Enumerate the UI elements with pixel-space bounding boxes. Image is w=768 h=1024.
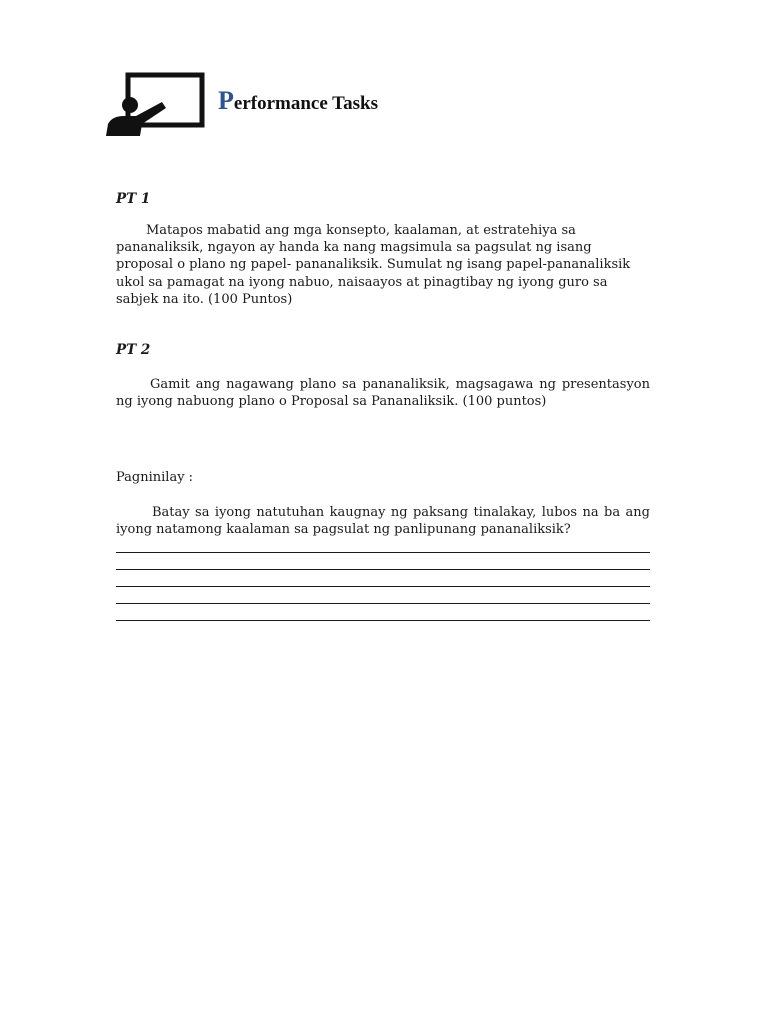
reflection-prompt	[116, 504, 650, 538]
pt2-heading: PT 2	[116, 342, 151, 358]
answer-line[interactable]	[116, 620, 650, 621]
title-rest: erformance Tasks	[233, 93, 378, 114]
pt2-body-text: Gamit ang nagawang plano sa pananaliksik, magsagawa ng presentasyon ng iyong nabuong plano o Proposal sa Pananaliksik. (100 puntos)	[116, 377, 650, 410]
presentation-board-icon	[106, 72, 206, 138]
answer-line[interactable]	[116, 603, 650, 604]
pt1-body-text: Matapos mabatid ang mga konsepto, kaalaman, at estratehiya sa pananaliksik, ngayon ay handa ka nang magsimula sa pagsulat ng isang proposal o plano ng papel- pananaliksik. Sumulat ng isang papel-pananaliksik ukol sa pamagat na iyong nabuo, naisaayos at pinagtibay ng iyong guro sa sabjek na ito. (100 Puntos)	[116, 223, 631, 307]
reflection-prompt-text: Batay sa iyong natutuhan kaugnay ng paksang tinalakay, lubos na ba ang iyong natamong kaalaman sa pagsulat ng panlipunang pananaliksik?	[116, 505, 650, 538]
pt1-heading: PT 1	[116, 191, 151, 207]
answer-line[interactable]	[116, 586, 650, 587]
answer-line[interactable]	[116, 569, 650, 570]
page-title	[218, 86, 378, 116]
reflection-label: Pagninilay :	[116, 470, 194, 485]
title-initial: P	[218, 86, 234, 115]
pt2-body	[116, 376, 650, 410]
answer-line[interactable]	[116, 552, 650, 553]
pt1-body	[116, 222, 650, 308]
